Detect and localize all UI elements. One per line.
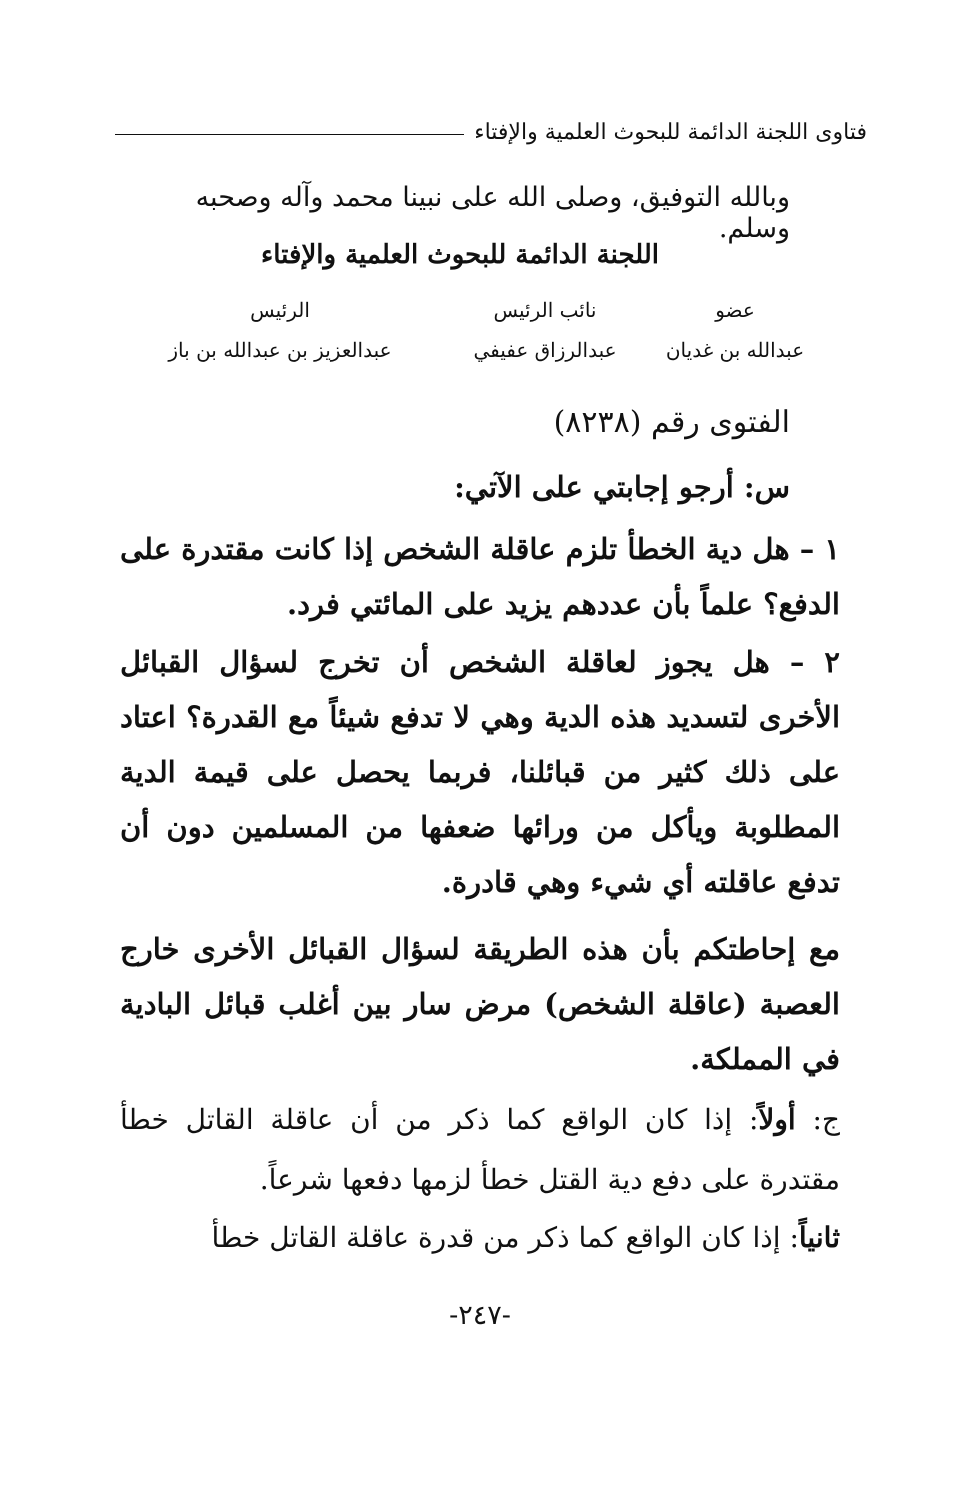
- answer-paragraph-2: [120, 1208, 840, 1268]
- role-vice-president: نائب الرئيس: [493, 298, 597, 322]
- page-number: -٢٤٧-: [449, 1300, 511, 1331]
- name-president: عبدالعزيز بن عبدالله بن باز: [168, 338, 392, 362]
- answer-text-second: : إذا كان الواقع كما ذكر من قدرة عاقلة القاتل خطأ: [211, 1221, 799, 1254]
- committee-name: اللجنة الدائمة للبحوث العلمية والإفتاء: [261, 240, 659, 270]
- header-rule: [115, 134, 464, 135]
- question-paragraph-3: مع إحاطتكم بأن هذه الطريقة لسؤال القبائل الأخرى خارج العصبة (عاقلة الشخص) مرض سار بين أغلب قبائل البادية في المملكة.: [120, 932, 840, 1076]
- role-president: الرئيس: [250, 298, 310, 322]
- question-intro: س: أرجو إجابتي على الآتي:: [454, 470, 790, 504]
- answer-lead-first: أولاً: [758, 1103, 796, 1136]
- answer-prefix: ج:: [795, 1103, 840, 1136]
- name-vice-president: عبدالرزاق عفيفي: [473, 338, 617, 362]
- header-title: فتاوى اللجنة الدائمة للبحوث العلمية والإفتاء: [474, 119, 867, 145]
- answer-lead-second: ثانياً: [798, 1221, 840, 1254]
- signatory-roles: [130, 298, 810, 322]
- answer-paragraph-1: [120, 1090, 840, 1210]
- closing-line: وبالله التوفيق، وصلى الله على نبينا محمد وآله وصحبه وسلم.: [195, 182, 790, 244]
- fatwa-title: الفتوى رقم (٨٢٣٨): [553, 405, 790, 440]
- role-member: عضو: [715, 298, 755, 322]
- question-paragraph-1: ١ – هل دية الخطأ تلزم عاقلة الشخص إذا كانت مقتدرة على الدفع؟ علماً بأن عددهم يزيد على المائتي فرد.: [120, 532, 840, 621]
- question-paragraph-2: ٢ – هل يجوز لعاقلة الشخص أن تخرج لسؤال القبائل الأخرى لتسديد هذه الدية وهي لا تدفع شيئاً مع القدرة؟ اعتاد على ذلك كثير من قبائلنا، فربما يحصل على قيمة الدية المطلوبة ويأكل من ورائها ضعفها من المسلمين دون أن تدفع عاقلته أي شيء وهي قادرة.: [120, 645, 840, 899]
- name-member: عبدالله بن غديان: [665, 338, 805, 362]
- answer-text-first: : إذا كان الواقع كما ذكر من أن عاقلة القاتل خطأ مقتدرة على دفع دية القتل خطأ لزمها دفعها شرعاً.: [120, 1103, 840, 1196]
- running-header: [115, 112, 867, 152]
- signatory-names: [130, 338, 810, 362]
